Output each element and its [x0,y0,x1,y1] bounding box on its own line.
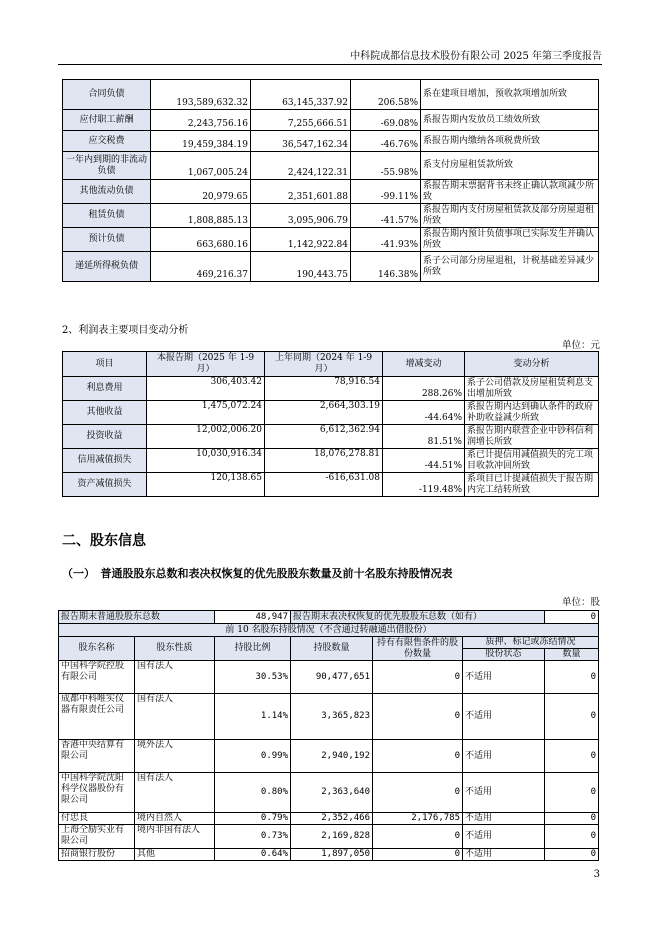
change-percent: -46.76% [351,131,421,152]
col-header-previous: 上年同期（2024 年 1-9 月） [265,352,383,377]
holder-count: 0 [545,773,599,813]
col-header-count: 数量 [545,649,599,661]
table-row [63,152,599,180]
current-value: 20,979.65 [151,180,251,204]
holder-status: 不适用 [463,849,545,861]
change-percent: -119.48% [383,473,465,497]
holder-status: 不适用 [463,740,545,773]
item-name: 资产减值损失 [63,473,147,497]
holder-restricted: 0 [373,694,463,740]
col-header-qty: 持股数量 [291,637,373,661]
change-percent: -41.57% [351,204,421,228]
change-percent: 288.26% [383,377,465,401]
item-name: 信用减值损失 [63,449,147,473]
table-row [59,849,599,861]
holder-qty: 2,352,466 [291,813,373,825]
change-reason: 系在建项目增加，预收款项增加所致 [421,80,599,110]
holder-restricted: 0 [373,849,463,861]
col-header-change: 增减变动 [383,352,465,377]
holder-restricted: 0 [373,825,463,849]
income-section-title: 2、利润表主要项目变动分析 [62,325,189,336]
holder-nature: 国有法人 [135,773,215,813]
holder-restricted: 2,176,785 [373,813,463,825]
item-name: 投资收益 [63,425,147,449]
holder-nature: 国有法人 [135,661,215,694]
change-reason: 系报告期末票据背书未终止确认款项减少所致 [421,180,599,204]
change-reason: 系报告期内缴纳各项税费所致 [421,131,599,152]
holder-ratio: 30.53% [215,661,291,694]
holder-status: 不适用 [463,694,545,740]
current-value: 10,030,916.34 [147,449,265,473]
current-value: 19,459,384.19 [151,131,251,152]
holder-status: 不适用 [463,773,545,813]
holder-ratio: 0.80% [215,773,291,813]
holder-ratio: 1.14% [215,694,291,740]
holder-qty: 1,897,050 [291,849,373,861]
holder-qty: 2,363,640 [291,773,373,813]
holder-qty: 2,940,192 [291,740,373,773]
table-row [63,377,599,401]
previous-value: 36,547,162.34 [251,131,351,152]
holder-name: 中国科学院控股有限公司 [59,661,135,694]
shareholder-unit-label: 单位：股 [561,597,600,608]
previous-value: 2,424,122.31 [251,152,351,180]
income-unit-label: 单位：元 [561,340,600,351]
holder-name: 中国科学院沈阳科学仪器股份有限公司 [59,773,135,813]
col-header-ratio: 持股比例 [215,637,291,661]
current-value: 120,138.65 [147,473,265,497]
current-value: 663,680.16 [151,228,251,252]
holder-qty: 3,365,823 [291,694,373,740]
holder-ratio: 0.73% [215,825,291,849]
table-row [59,813,599,825]
holder-count: 0 [545,694,599,740]
table-row [63,473,599,497]
table-row [63,80,599,110]
holder-qty: 90,477,651 [291,661,373,694]
change-reason: 系子公司借款及房屋租赁利息支出增加所致 [465,377,599,401]
balance-change-table [62,79,599,282]
item-name: 递延所得税负债 [63,252,151,282]
table-row [63,228,599,252]
item-name: 其他流动负债 [63,180,151,204]
col-header-current: 本报告期（2025 年 1-9 月） [147,352,265,377]
col-header-status: 股份状态 [463,649,545,661]
previous-value: -616,631.08 [265,473,383,497]
holder-count: 0 [545,813,599,825]
holder-nature: 其他 [135,849,215,861]
col-header-restricted: 持有有限售条件的股份数量 [373,637,463,661]
table-row [63,110,599,131]
shareholder-heading: 二、股东信息 [62,533,146,549]
change-percent: -41.93% [351,228,421,252]
change-reason: 系报告期内发放员工绩效所致 [421,110,599,131]
current-value: 12,002,006.20 [147,425,265,449]
holder-name: 香港中央结算有限公司 [59,740,135,773]
change-reason: 系项目已计提减值损失于报告期内完工结转所致 [465,473,599,497]
table-row [59,661,599,694]
change-reason: 系已计提信用减值损失的完工项目收款冲回所致 [465,449,599,473]
col-header-name: 股东名称 [59,637,135,661]
holder-ratio: 0.79% [215,813,291,825]
item-name: 应付职工薪酬 [63,110,151,131]
preferred-holders-label: 报告期末表决权恢复的优先股股东总数（如有） [291,611,545,624]
change-percent: -55.98% [351,152,421,180]
shareholder-table [58,610,599,861]
total-holders-value: 48,947 [215,611,291,624]
change-reason: 系报告期内达到确认条件的政府补助收益减少所致 [465,401,599,425]
page-header-title: 中科院成都信息技术股份有限公司 2025 年第三季度报告 [350,51,602,62]
change-percent: 146.38% [351,252,421,282]
change-percent: -69.08% [351,110,421,131]
table-row [63,425,599,449]
table-row [63,204,599,228]
holder-count: 0 [545,661,599,694]
col-header-analysis: 变动分析 [465,352,599,377]
holder-name: 付忠良 [59,813,135,825]
holder-status: 不适用 [463,825,545,849]
holder-nature: 境内自然人 [135,813,215,825]
previous-value: 18,076,278.81 [265,449,383,473]
holder-count: 0 [545,849,599,861]
current-value: 469,216.37 [151,252,251,282]
holder-count: 0 [545,825,599,849]
change-reason: 系支付房屋租赁款所致 [421,152,599,180]
holder-count: 0 [545,740,599,773]
previous-value: 6,612,362.94 [265,425,383,449]
previous-value: 3,095,906.79 [251,204,351,228]
page-number: 3 [593,869,600,880]
holder-name: 招商银行股份 [59,849,135,861]
previous-value: 7,255,666.51 [251,110,351,131]
change-percent: -44.51% [383,449,465,473]
table-row [59,694,599,740]
item-name: 利息费用 [63,377,147,401]
item-name: 合同负债 [63,80,151,110]
item-name: 一年内到期的非流动负债 [63,152,151,180]
table-row [59,825,599,849]
table-row [63,131,599,152]
holder-status: 不适用 [463,813,545,825]
previous-value: 2,351,601.88 [251,180,351,204]
holder-restricted: 0 [373,773,463,813]
preferred-holders-value: 0 [545,611,599,624]
holder-nature: 境内非国有法人 [135,825,215,849]
table-row [63,401,599,425]
holder-nature: 国有法人 [135,694,215,740]
item-name: 应交税费 [63,131,151,152]
change-percent: -44.64% [383,401,465,425]
change-percent: -99.11% [351,180,421,204]
holder-restricted: 0 [373,661,463,694]
change-reason: 系报告期内联营企业中钞科信利润增长所致 [465,425,599,449]
shareholder-subheading: （一） 普通股股东总数和表决权恢复的优先股股东数量及前十名股东持股情况表 [62,567,453,580]
holder-status: 不适用 [463,661,545,694]
previous-value: 78,916.54 [265,377,383,401]
holder-ratio: 0.64% [215,849,291,861]
item-name: 其他收益 [63,401,147,425]
change-percent: 81.51% [383,425,465,449]
top10-title: 前 10 名股东持股情况（不含通过转融通出借股份） [59,624,599,637]
total-holders-label: 报告期末普通股股东总数 [59,611,215,624]
col-header-pledge: 质押、标记或冻结情况 [463,637,599,649]
holder-restricted: 0 [373,740,463,773]
table-row [59,740,599,773]
holder-ratio: 0.99% [215,740,291,773]
item-name: 租赁负债 [63,204,151,228]
income-change-table [62,351,599,497]
holder-name: 成都中科唯实仪器有限责任公司 [59,694,135,740]
holder-nature: 境外法人 [135,740,215,773]
previous-value: 2,664,303.19 [265,401,383,425]
current-value: 1,067,005.24 [151,152,251,180]
item-name: 预计负债 [63,228,151,252]
current-value: 2,243,756.16 [151,110,251,131]
holder-qty: 2,169,828 [291,825,373,849]
col-header-nature: 股东性质 [135,637,215,661]
current-value: 1,808,885.13 [151,204,251,228]
table-row [63,252,599,282]
current-value: 193,589,632.32 [151,80,251,110]
previous-value: 190,443.75 [251,252,351,282]
table-row [63,449,599,473]
previous-value: 1,142,922.84 [251,228,351,252]
previous-value: 63,145,337.92 [251,80,351,110]
col-header-item: 项目 [63,352,147,377]
table-row [63,180,599,204]
current-value: 306,403.42 [147,377,265,401]
change-reason: 系子公司部分房屋退租，计税基础差异减少所致 [421,252,599,282]
current-value: 1,475,072.24 [147,401,265,425]
change-reason: 系报告期内预计负债事项已实际发生并确认所致 [421,228,599,252]
change-percent: 206.58% [351,80,421,110]
change-reason: 系报告期内支付房屋租赁款及部分房屋退租所致 [421,204,599,228]
table-row [59,773,599,813]
holder-name: 上海仝励实业有限公司 [59,825,135,849]
header-divider [58,64,602,65]
